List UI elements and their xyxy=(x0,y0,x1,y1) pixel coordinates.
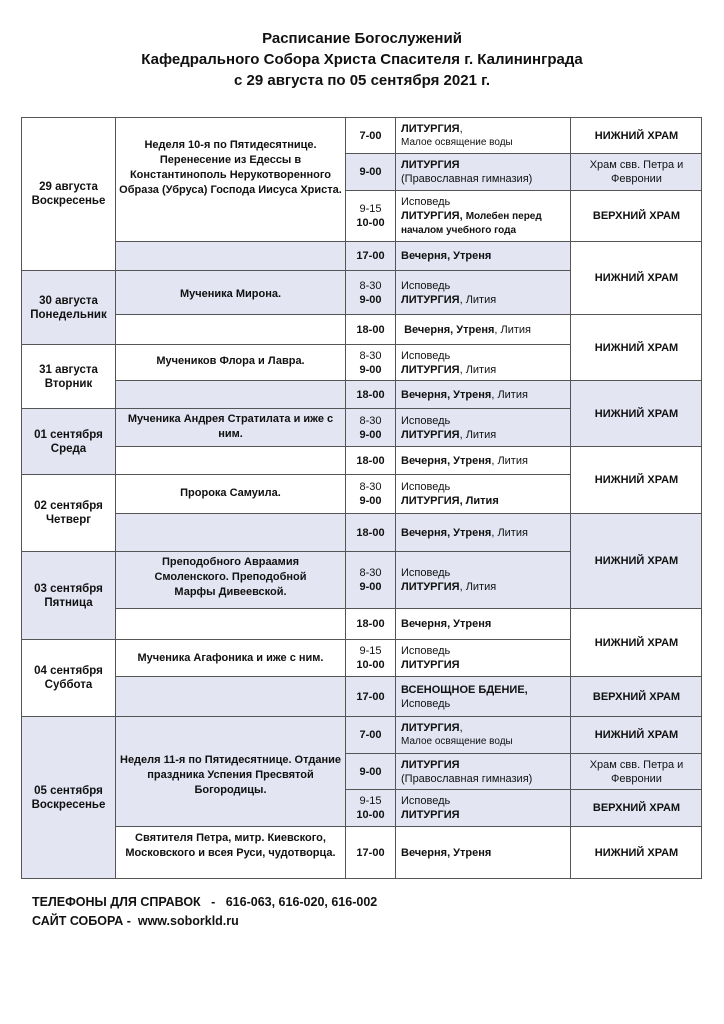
place-cell: НИЖНИЙ ХРАМ xyxy=(570,314,702,380)
phone-numbers: 616-063, 616-020, 616-002 xyxy=(225,895,378,909)
service-cell: Исповедь ЛИТУРГИЯ, Лития xyxy=(395,344,570,380)
empty-cell xyxy=(115,314,345,344)
service-cell: ВСЕНОЩНОЕ БДЕНИЕ, Исповедь xyxy=(395,676,570,716)
service-cell: Исповедь ЛИТУРГИЯ xyxy=(395,789,570,826)
phones-line: ТЕЛЕФОНЫ ДЛЯ СПРАВОК - 616-063, 616-020, 616-002 xyxy=(32,895,378,909)
service-cell: ЛИТУРГИЯ, Малое освящение воды xyxy=(395,117,570,153)
empty-cell xyxy=(115,380,345,408)
saint-cell: Неделя 11-я по Пятидесятнице. Отдание праздника Успения Пресвятой Богородицы. xyxy=(115,716,345,826)
service-cell: Вечерня, Утреня xyxy=(395,241,570,270)
service-cell: Вечерня, Утреня, Лития xyxy=(395,446,570,474)
page-title: Расписание Богослужений xyxy=(262,30,462,47)
time-cell: 9-00 xyxy=(345,153,395,190)
place-cell: Храм свв. Петра и Февронии xyxy=(570,153,702,190)
date-cell: 02 сентября Четверг xyxy=(21,474,115,551)
place-cell: НИЖНИЙ ХРАМ xyxy=(570,608,702,676)
service-cell: Исповедь ЛИТУРГИЯ, Лития xyxy=(395,474,570,513)
time-cell: 8-30 9-00 xyxy=(345,551,395,608)
place-cell: НИЖНИЙ ХРАМ xyxy=(570,446,702,513)
time-cell: 18-00 xyxy=(345,608,395,639)
time-cell: 8-30 9-00 xyxy=(345,474,395,513)
place-cell: НИЖНИЙ ХРАМ xyxy=(570,380,702,446)
time-cell: 17-00 xyxy=(345,241,395,270)
saint-cell: Пророка Самуила. xyxy=(115,474,345,513)
saint-cell: Неделя 10-я по Пятидесятнице. Перенесение из Едессы в Константинополь Нерукотворенного Образа (Убруса) Господа Иисуса Христа. xyxy=(115,117,345,241)
service-cell: Вечерня, Утреня, Лития xyxy=(395,314,570,344)
date-cell: 03 сентября Пятница xyxy=(21,551,115,639)
service-cell: Исповедь ЛИТУРГИЯ, Молебен перед началом учебного года xyxy=(395,190,570,241)
saint-cell: Мученика Андрея Стратилата и иже с ним. xyxy=(115,408,345,446)
time-cell: 17-00 xyxy=(345,676,395,716)
empty-cell xyxy=(115,608,345,639)
service-cell: ЛИТУРГИЯ (Православная гимназия) xyxy=(395,153,570,190)
service-cell: Исповедь ЛИТУРГИЯ, Лития xyxy=(395,551,570,608)
saint-cell: Мученика Мирона. xyxy=(115,270,345,314)
time-cell: 18-00 xyxy=(345,513,395,551)
saint-cell: Преподобного Авраамия Смоленского. Преподобной Марфы Дивеевской. xyxy=(115,551,345,608)
time-cell: 18-00 xyxy=(345,446,395,474)
place-cell: НИЖНИЙ ХРАМ xyxy=(570,241,702,314)
place-cell: НИЖНИЙ ХРАМ xyxy=(570,513,702,608)
date-cell: 04 сентября Суббота xyxy=(21,639,115,716)
time-cell: 9-15 10-00 xyxy=(345,639,395,676)
place-cell: НИЖНИЙ ХРАМ xyxy=(570,826,702,879)
empty-cell xyxy=(115,241,345,270)
empty-cell xyxy=(115,676,345,716)
place-cell: ВЕРХНИЙ ХРАМ xyxy=(570,190,702,241)
empty-cell xyxy=(115,446,345,474)
time-cell: 9-15 10-00 xyxy=(345,789,395,826)
time-cell: 8-30 9-00 xyxy=(345,270,395,314)
table-border-right xyxy=(701,117,702,879)
service-cell: Исповедь ЛИТУРГИЯ xyxy=(395,639,570,676)
place-cell: ВЕРХНИЙ ХРАМ xyxy=(570,789,702,826)
saint-cell: Мучеников Флора и Лавра. xyxy=(115,344,345,380)
date-cell: 05 сентября Воскресенье xyxy=(21,716,115,879)
time-cell: 8-30 9-00 xyxy=(345,408,395,446)
place-cell: ВЕРХНИЙ ХРАМ xyxy=(570,676,702,716)
site-link[interactable]: www.soborkld.ru xyxy=(137,914,239,928)
saint-cell: Святителя Петра, митр. Киевского, Московского и всея Руси, чудотворца. xyxy=(115,826,345,879)
table-border-bottom xyxy=(21,878,702,879)
page-subtitle: Кафедрального Собора Христа Спасителя г. Калининграда xyxy=(141,51,583,68)
place-cell: НИЖНИЙ ХРАМ xyxy=(570,117,702,153)
time-cell: 7-00 xyxy=(345,117,395,153)
time-cell: 7-00 xyxy=(345,716,395,753)
time-cell: 18-00 xyxy=(345,380,395,408)
saint-cell: Мученика Агафоника и иже с ним. xyxy=(115,639,345,676)
service-cell: Вечерня, Утреня xyxy=(395,826,570,879)
empty-cell xyxy=(115,513,345,551)
time-cell: 9-15 10-00 xyxy=(345,190,395,241)
place-cell: Храм свв. Петра и Февронии xyxy=(570,753,702,789)
service-cell: Вечерня, Утреня, Лития xyxy=(395,513,570,551)
date-cell: 29 августа Воскресенье xyxy=(21,117,115,270)
site-line: САЙТ СОБОРА - www.soborkld.ru xyxy=(32,914,239,928)
service-cell: ЛИТУРГИЯ (Православная гимназия) xyxy=(395,753,570,789)
time-cell: 8-30 9-00 xyxy=(345,344,395,380)
date-cell: 31 августа Вторник xyxy=(21,344,115,408)
service-cell: ЛИТУРГИЯ, Малое освящение воды xyxy=(395,716,570,753)
date-cell: 30 августа Понедельник xyxy=(21,270,115,344)
service-cell: Исповедь ЛИТУРГИЯ, Лития xyxy=(395,270,570,314)
time-cell: 18-00 xyxy=(345,314,395,344)
place-cell: НИЖНИЙ ХРАМ xyxy=(570,716,702,753)
time-cell: 9-00 xyxy=(345,753,395,789)
service-cell: Вечерня, Утреня xyxy=(395,608,570,639)
date-range: с 29 августа по 05 сентября 2021 г. xyxy=(233,72,491,89)
date-cell: 01 сентября Среда xyxy=(21,408,115,474)
service-cell: Вечерня, Утреня, Лития xyxy=(395,380,570,408)
time-cell: 17-00 xyxy=(345,826,395,879)
service-cell: Исповедь ЛИТУРГИЯ, Лития xyxy=(395,408,570,446)
